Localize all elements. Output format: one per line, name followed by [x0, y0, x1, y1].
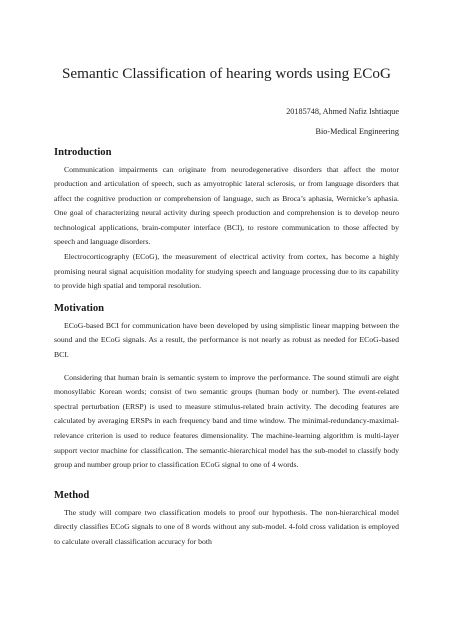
- motivation-paragraph-1: ECoG-based BCI for communication have been developed by using simplistic linear mapping between the sound and the ECoG signals. As a result, the performance is not nearly as robust as needed for ECoG-based BCI.: [54, 320, 399, 360]
- motivation-paragraph-2: Considering that human brain is semantic system to improve the performance. The sound stimuli are eight monosyllabic Korean words; consist of two semantic groups (human body or number). The event-related spectral perturbation (ERSP) is used to measure stimulus-related brain activity. The decoding features are calculated by averaging ERSPs in each frequency band and time window. The minimal-redundancy-maximal-relevance criterion is used to reduce features dimensionality. The machine-learning algorithm is multi-layer support vector machine for classification. The semantic-hierarchical model has the sub-model to classify body group and number group prior to classification ECoG signal to one of 4 words.: [54, 372, 399, 470]
- introduction-heading: Introduction: [54, 146, 112, 158]
- method-heading: Method: [54, 489, 90, 501]
- paper-title: Semantic Classification of hearing words using ECoG: [61, 65, 391, 82]
- introduction-paragraph-2: Electrocorticography (ECoG), the measurement of electrical activity from cortex, has become a highly promising neural signal acquisition modality for studying speech and language processing due to its capability to provide high spatial and temporal resolution.: [54, 252, 399, 291]
- author-block: [54, 107, 399, 137]
- author-line: 20185748, Ahmed Nafiz Ishtiaque: [286, 107, 399, 116]
- department-line: Bio-Medical Engineering: [315, 126, 399, 136]
- motivation-heading: Motivation: [54, 302, 105, 314]
- introduction-paragraph-1: Communication impairments can originate from neurodegenerative disorders that affect the motor production and articulation of speech, such as amyotrophic lateral sclerosis, or from language disorders that affect the cognitive production or comprehension of language, such as Broca’s aphasia, Wernicke’s aphasia. One goal of characterizing neural activity during speech production and comprehension is to develop neuro technological applications, brain-computer interface (BCI), to restore communication to those affected by speech and language disorders.: [54, 164, 399, 247]
- method-paragraph-1: The study will compare two classification models to proof our hypothesis. The non-hierarchical model directly classifies ECoG signals to one of 8 words without any sub-model. 4-fold cross validation is employed to calculate overall classification accuracy for both: [54, 507, 399, 546]
